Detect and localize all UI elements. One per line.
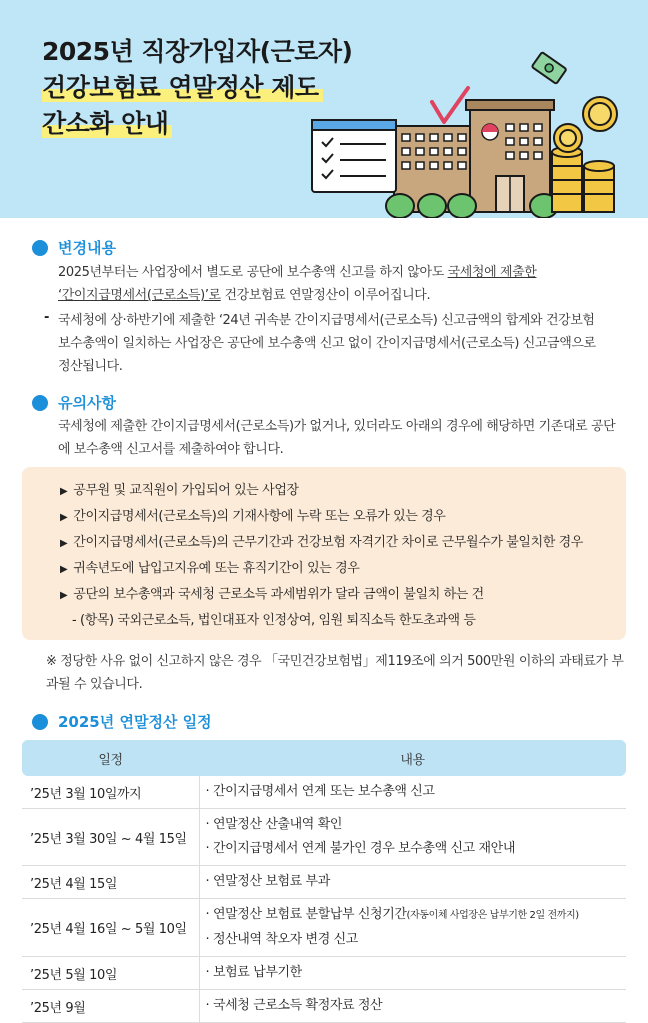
schedule-line-text: · 연말정산 보험료 분할납부 신청기간 bbox=[205, 907, 407, 922]
schedule-date: ’25년 3월 30일 ~ 4월 15일 bbox=[22, 809, 199, 866]
hero-illustration bbox=[300, 40, 648, 218]
schedule-line: · 간이지급명세서 연계 또는 보수총액 신고 bbox=[205, 784, 435, 799]
section-caution-title: 유의사항 bbox=[58, 394, 116, 412]
caution-item-text: 간이지급명세서(근로소득)의 근무기간과 건강보험 자격기간 차이로 근무월수가 불일치한 경우 bbox=[73, 535, 583, 550]
schedule-content bbox=[199, 776, 626, 809]
caution-paragraph: 국세청에 제출한 간이지급명세서(근로소득)가 없거나, 있더라도 아래의 경우에 해당하면 기존대로 공단에 보수총액 신고서를 제출하여야 합니다. bbox=[58, 419, 616, 457]
caution-item bbox=[60, 505, 445, 524]
title-line-3: 간소화 안내 bbox=[42, 109, 172, 138]
schedule-table bbox=[22, 740, 626, 1023]
section-change-title: 변경내용 bbox=[58, 239, 116, 257]
triangle-icon: ▶ bbox=[60, 486, 68, 497]
schedule-line-note: (자동이체 사업장은 납부기한 2일 전까지) bbox=[406, 910, 579, 921]
schedule-date: ’25년 4월 16일 ~ 5월 10일 bbox=[22, 899, 199, 957]
column-header-content: 내용 bbox=[199, 740, 626, 776]
coin-stack-icon bbox=[552, 97, 617, 212]
caution-item bbox=[60, 479, 299, 498]
schedule-date: ’25년 9월 bbox=[22, 990, 199, 1023]
table-row bbox=[22, 899, 626, 957]
checklist-icon bbox=[312, 120, 396, 192]
change-p1-text: 2025년부터는 사업장에서 별도로 공단에 보수총액 신고를 하지 않아도 bbox=[58, 265, 448, 280]
schedule-date: ’25년 5월 10일 bbox=[22, 957, 199, 990]
caution-item-text: 공무원 및 교직원이 가입되어 있는 사업장 bbox=[73, 483, 299, 498]
table-header-row bbox=[22, 740, 626, 776]
column-header-date: 일정 bbox=[22, 740, 199, 776]
checkmark-icon bbox=[432, 88, 468, 122]
section-schedule-header bbox=[32, 711, 212, 732]
section-caution-header bbox=[32, 392, 116, 413]
schedule-date: ’25년 4월 15일 bbox=[22, 866, 199, 899]
table-row bbox=[22, 809, 626, 866]
table-row bbox=[22, 990, 626, 1023]
bullet-dot-icon bbox=[32, 240, 48, 256]
schedule-line: · 간이지급명세서 연계 불가인 경우 보수총액 신고 재안내 bbox=[205, 841, 515, 856]
table-row bbox=[22, 776, 626, 809]
schedule-line: · 연말정산 산출내역 확인 bbox=[205, 817, 343, 832]
schedule-content bbox=[199, 809, 626, 866]
change-p1-underline-1: 국세청에 제출한 bbox=[447, 265, 537, 280]
table-row bbox=[22, 866, 626, 899]
table-row bbox=[22, 957, 626, 990]
caution-item-text: 공단의 보수총액과 국세청 근로소득 과세범위가 달라 금액이 불일치 하는 건 bbox=[73, 587, 484, 602]
caution-item-text: 귀속년도에 납입고지유예 또는 휴직기간이 있는 경우 bbox=[73, 561, 360, 576]
schedule-content bbox=[199, 866, 626, 899]
schedule-line: · 국세청 근로소득 확정자료 정산 bbox=[205, 998, 383, 1013]
section-change-header bbox=[32, 237, 116, 258]
schedule-date: ’25년 3월 10일까지 bbox=[22, 776, 199, 809]
caution-list-box bbox=[22, 467, 626, 640]
hero-banner bbox=[0, 0, 648, 218]
schedule-line: · 보험료 납부기한 bbox=[205, 965, 302, 980]
bullet-dot-icon bbox=[32, 714, 48, 730]
section-schedule-title: 2025년 연말정산 일정 bbox=[58, 713, 212, 731]
schedule-content bbox=[199, 899, 626, 957]
schedule-line bbox=[206, 903, 621, 928]
triangle-icon: ▶ bbox=[60, 538, 68, 549]
change-p1-underline-2: ‘간이지급명세서(근로소득)’로 bbox=[58, 288, 221, 303]
change-paragraph-1 bbox=[58, 261, 618, 307]
schedule-content bbox=[199, 957, 626, 990]
schedule-line: · 정산내역 착오자 변경 신고 bbox=[205, 932, 358, 947]
dash-marker: - bbox=[44, 310, 50, 325]
schedule-line: · 연말정산 보험료 부과 bbox=[205, 874, 330, 889]
change-p1-text-end: 건강보험료 연말정산이 이루어집니다. bbox=[220, 288, 431, 303]
banknote-icon bbox=[532, 52, 567, 84]
triangle-icon: ▶ bbox=[60, 564, 68, 575]
title-line-1: 2025년 직장가입자(근로자) bbox=[42, 37, 353, 66]
building-icon bbox=[394, 100, 554, 212]
triangle-icon: ▶ bbox=[60, 512, 68, 523]
footnote: ※ 정당한 사유 없이 신고하지 않은 경우 「국민건강보험법」제119조에 의거 500만원 이하의 과태료가 부과될 수 있습니다. bbox=[46, 654, 624, 692]
bullet-dot-icon bbox=[32, 395, 48, 411]
caution-sub-item: - (항목) 국외근로소득, 법인대표자 인정상여, 임원 퇴직소득 한도초과액 등 bbox=[72, 613, 476, 628]
caution-item bbox=[60, 557, 359, 576]
change-paragraph-2: 국세청에 상·하반기에 제출한 ‘24년 귀속분 간이지급명세서(근로소득) 신고금액의 합계와 건강보험 보수총액이 일치하는 사업장은 공단에 보수총액 신고 없이 간이지급명세서(근로소득) 신고금액으로 정산됩니다. bbox=[58, 313, 596, 374]
triangle-icon: ▶ bbox=[60, 590, 68, 601]
schedule-content bbox=[199, 990, 626, 1023]
caution-item bbox=[60, 583, 484, 602]
caution-item-text: 간이지급명세서(근로소득)의 기재사항에 누락 또는 오류가 있는 경우 bbox=[73, 509, 446, 524]
caution-item bbox=[60, 531, 583, 550]
title-line-2: 건강보험료 연말정산 제도 bbox=[42, 73, 323, 102]
